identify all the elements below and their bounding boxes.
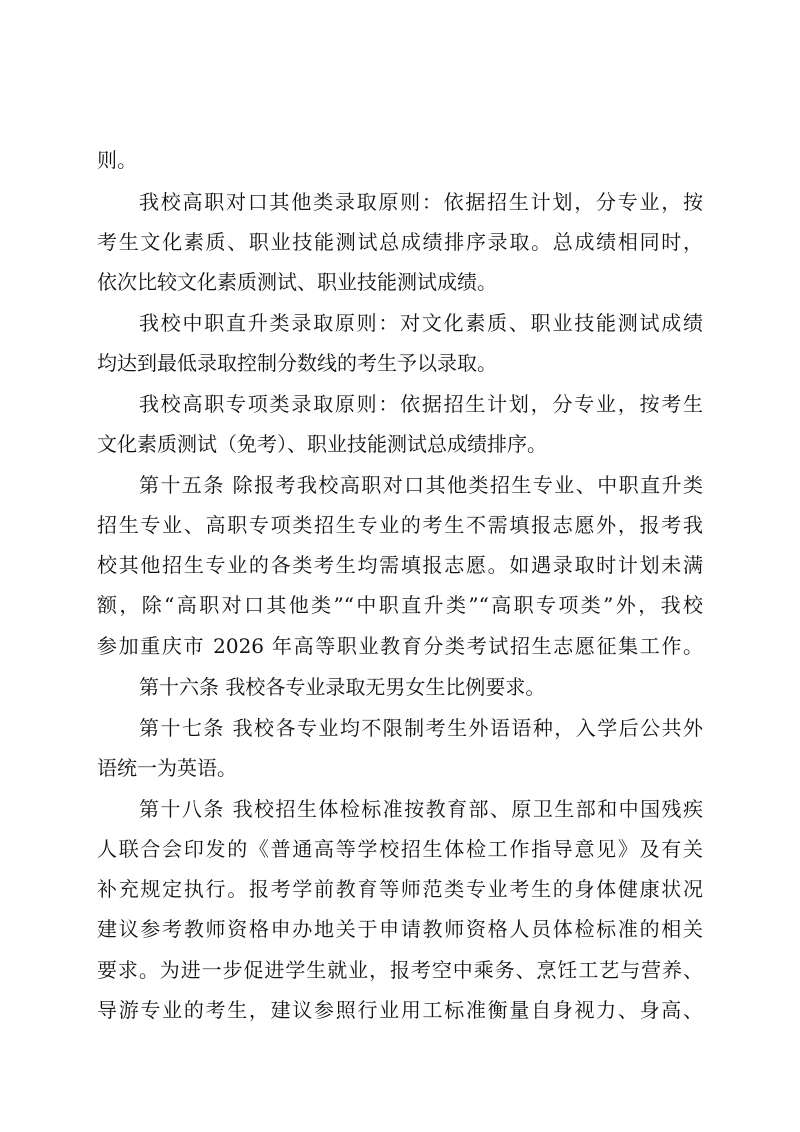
text-line-17: 第十八条 我校招生体检标准按教育部、原卫生部和中国残疾 xyxy=(139,797,703,821)
text-line-1: 则。 xyxy=(97,148,137,172)
text-line-14: 第十六条 我校各专业录取无男女生比例要求。 xyxy=(139,675,546,699)
text-line-5: 我校中职直升类录取原则：对文化素质、职业技能测试成绩 xyxy=(139,311,703,335)
text-line-11: 校其他招生专业的各类考生均需填报志愿。如遇录取时计划未满 xyxy=(97,553,703,577)
text-line-7: 我校高职专项类录取原则：依据招生计划，分专业，按考生 xyxy=(139,392,703,416)
text-line-4: 依次比较文化素质测试、职业技能测试成绩。 xyxy=(97,270,497,294)
text-line-2: 我校高职对口其他类录取原则：依据招生计划，分专业，按 xyxy=(139,190,703,214)
text-line-13: 参加重庆市 2026 年高等职业教育分类考试招生志愿征集工作。 xyxy=(97,634,703,658)
text-line-6: 均达到最低录取控制分数线的考生予以录取。 xyxy=(97,351,497,375)
text-line-18: 人联合会印发的《普通高等学校招生体检工作指导意见》及有关 xyxy=(97,837,703,861)
text-line-3: 考生文化素质、职业技能测试总成绩排序录取。总成绩相同时， xyxy=(97,230,703,254)
text-line-8: 文化素质测试（免考）、职业技能测试总成绩排序。 xyxy=(97,432,547,456)
text-line-16: 语统一为英语。 xyxy=(97,756,237,780)
text-line-10: 招生专业、高职专项类招生专业的考生不需填报志愿外，报考我 xyxy=(97,513,703,537)
text-line-22: 导游专业的考生，建议参照行业用工标准衡量自身视力、身高、 xyxy=(97,998,703,1022)
text-line-9: 第十五条 除报考我校高职对口其他类招生专业、中职直升类 xyxy=(139,473,703,497)
text-line-12: 额，除“高职对口其他类”“中职直升类”“高职专项类”外，我校 xyxy=(97,593,703,617)
text-line-19: 补充规定执行。报考学前教育等师范类专业考生的身体健康状况 xyxy=(97,877,703,901)
text-line-21: 要求。为进一步促进学生就业，报考空中乘务、烹饪工艺与营养、 xyxy=(97,958,703,982)
text-line-20: 建议参考教师资格申办地关于申请教师资格人员体检标准的相关 xyxy=(97,917,703,941)
text-line-15: 第十七条 我校各专业均不限制考生外语语种，入学后公共外 xyxy=(139,716,703,740)
